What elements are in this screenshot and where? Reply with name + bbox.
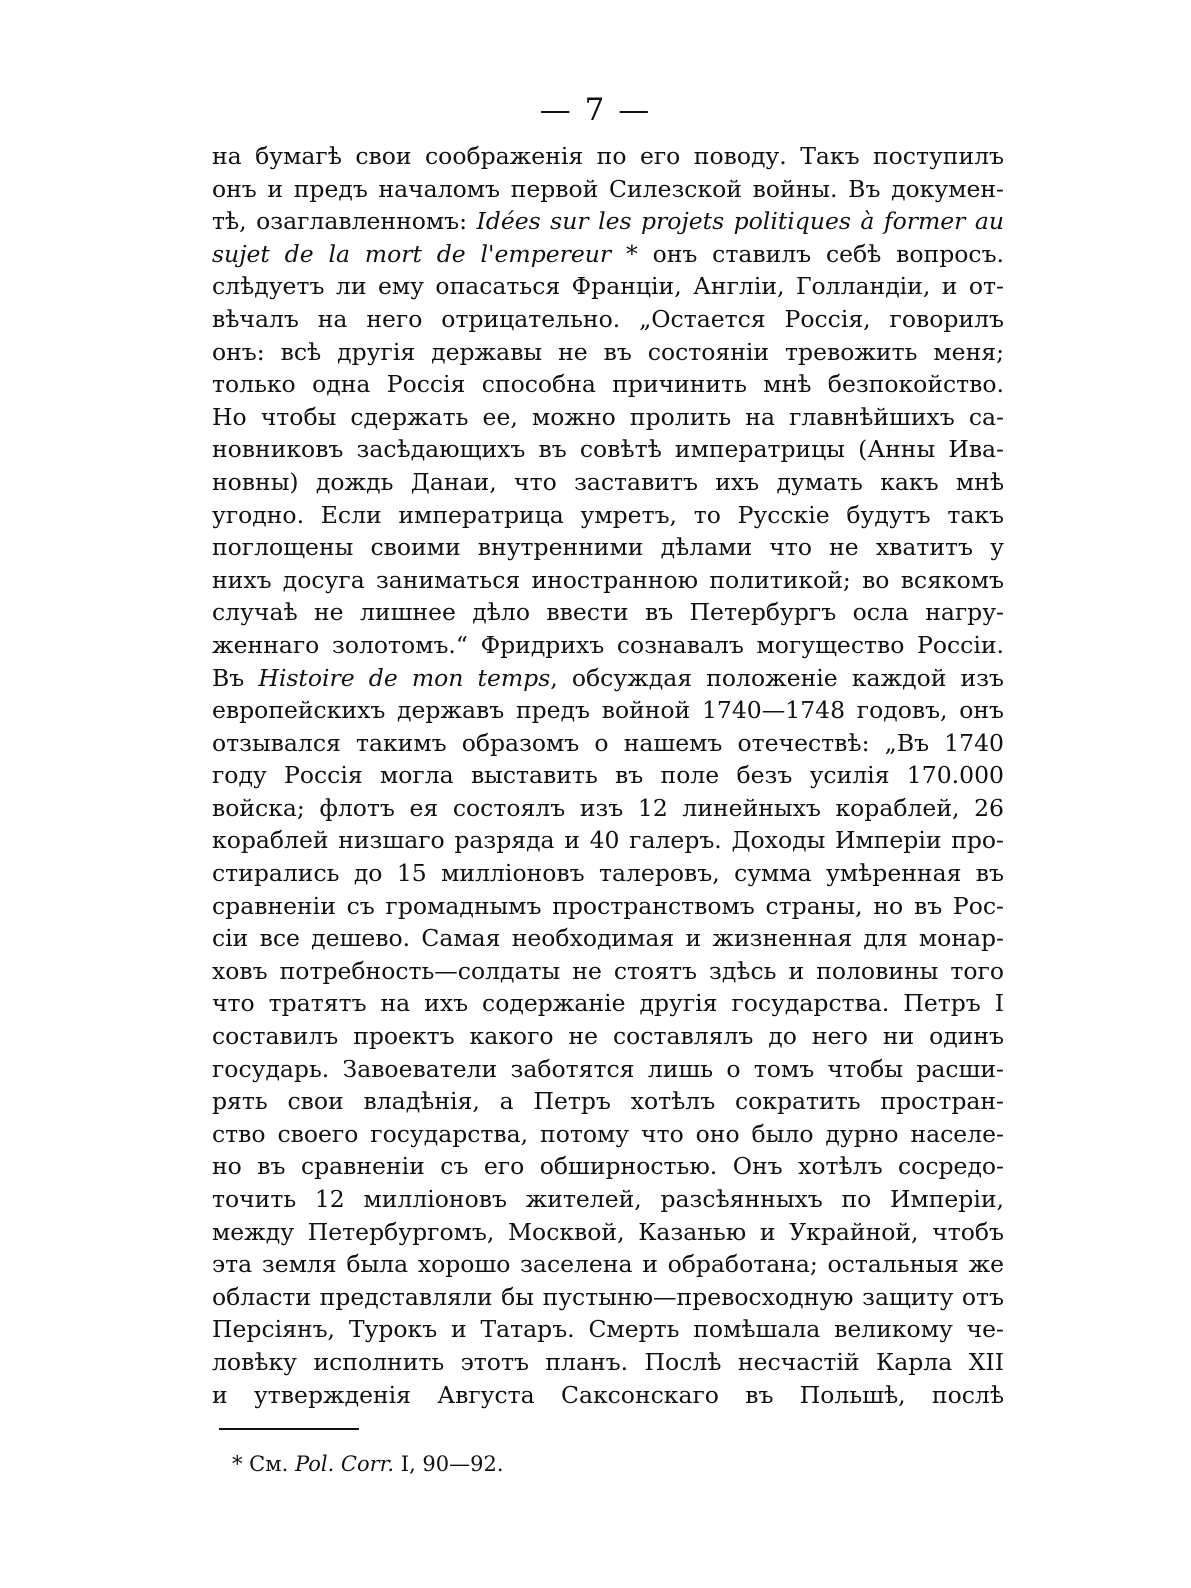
text-line (212, 564, 1004, 597)
text-line (212, 433, 1004, 466)
italic-text: Histoire de mon temps (258, 663, 551, 692)
text-span: Въ (212, 663, 259, 692)
text-line (212, 596, 1004, 629)
text-span: эта земля была хорошо заселена и обработана; остальныя же (212, 1250, 1004, 1279)
text-line (212, 205, 1004, 238)
text-line (212, 499, 1004, 532)
footnote-divider (219, 1428, 359, 1430)
text-line (212, 270, 1004, 303)
text-span: ловѣку исполнить этотъ планъ. Послѣ несчастій Карла XII (212, 1347, 1004, 1376)
text-span: государь. Завоеватели заботятся лишь о томъ чтобы расши- (212, 1054, 1004, 1083)
text-span: слѣдуетъ ли ему опасаться Франціи, Англіи, Голландіи, и от- (212, 272, 1004, 301)
footnote-text: * См. (232, 1452, 295, 1476)
text-line (212, 1150, 1004, 1183)
text-line (212, 1281, 1004, 1314)
italic-text: Idées sur les projets politiques à former au (476, 207, 1004, 236)
text-line (212, 694, 1004, 727)
text-line (212, 824, 1004, 857)
text-span: угодно. Если императрица умретъ, то Русскіе будутъ такъ (212, 500, 1004, 529)
text-span: только одна Россія способна причинить мнѣ безпокойство. (212, 370, 1004, 399)
text-line (212, 1118, 1004, 1151)
text-line (212, 303, 1004, 336)
text-span: рять свои владѣнія, а Петръ хотѣлъ сократить простран- (212, 1087, 1004, 1116)
text-span: поглощены своими внутренними дѣлами что не хватитъ у (212, 533, 1004, 562)
text-line (212, 922, 1004, 955)
text-line (212, 1248, 1004, 1281)
text-span: между Петербургомъ, Москвой, Казанью и Украйной, чтобъ (212, 1217, 1004, 1246)
text-span: * онъ ставилъ себѣ вопросъ. (611, 239, 1004, 268)
footnote-italic-text: Pol. Corr. (294, 1452, 395, 1476)
text-line (212, 1183, 1004, 1216)
text-line (212, 1085, 1004, 1118)
text-span: нихъ досуга заниматься иностранною политикой; во всякомъ (212, 565, 1004, 594)
body-text (212, 140, 1004, 1411)
text-line (212, 759, 1004, 792)
text-line (212, 238, 1004, 271)
text-line (212, 662, 1004, 695)
text-line (212, 890, 1004, 923)
text-line (212, 173, 1004, 206)
text-span: женнаго золотомъ.“ Фридрихъ сознавалъ могущество Россіи. (212, 630, 1004, 659)
text-span: войска; флотъ ея состоялъ изъ 12 линейныхъ кораблей, 26 (212, 793, 1004, 822)
text-line (212, 1053, 1004, 1086)
text-span: году Россія могла выставить въ поле безъ усилія 170.000 (212, 761, 1004, 790)
footnote (232, 1452, 504, 1476)
text-span: онъ: всѣ другія державы не въ состояніи тревожить меня; (212, 337, 1004, 366)
text-span: стирались до 15 милліоновъ талеровъ, сумма умѣренная въ (212, 859, 1004, 888)
text-line (212, 727, 1004, 760)
text-line (212, 987, 1004, 1020)
text-line (212, 792, 1004, 825)
text-line (212, 629, 1004, 662)
text-span: отзывался такимъ образомъ о нашемъ отечествѣ: „Въ 1740 (212, 728, 1004, 757)
text-line (212, 466, 1004, 499)
text-line (212, 368, 1004, 401)
text-span: сіи все дешево. Самая необходимая и жизненная для монар- (212, 924, 1004, 953)
text-span: точить 12 милліоновъ жителей, разсѣянныхъ по Имперіи, (212, 1185, 1004, 1213)
text-span: новниковъ засѣдающихъ въ совѣтѣ императрицы (Анны Ива- (212, 435, 1004, 464)
page-number: — 7 — (539, 92, 652, 128)
text-line (212, 1346, 1004, 1379)
text-line (212, 1020, 1004, 1053)
text-span: ство своего государства, потому что оно было дурно населе- (212, 1119, 1004, 1148)
text-span: европейскихъ державъ предъ войной 1740—1748 годовъ, онъ (212, 696, 1004, 725)
text-span: Персіянъ, Турокъ и Татаръ. Смерть помѣшала великому че- (212, 1315, 1004, 1344)
text-line (212, 1379, 1004, 1412)
text-span: , обсуждая положеніе каждой изъ (550, 663, 1004, 692)
text-line (212, 140, 1004, 173)
text-span: но въ сравненіи съ его обширностью. Онъ хотѣлъ сосредо- (212, 1152, 1004, 1181)
text-span: составилъ проектъ какого не составлялъ до него ни одинъ (212, 1022, 1004, 1051)
italic-text: sujet de la mort de l'empereur (212, 239, 612, 268)
text-line (212, 1313, 1004, 1346)
text-line (212, 531, 1004, 564)
text-span: онъ и предъ началомъ первой Силезской войны. Въ докумен- (212, 174, 1004, 203)
text-span: новны) дождь Данаи, что заставитъ ихъ думать какъ мнѣ (212, 467, 1004, 496)
text-span: случаѣ не лишнее дѣло ввести въ Петербургъ осла нагру- (212, 598, 1004, 627)
text-span: Но чтобы сдержать ее, можно пролить на главнѣйшихъ са- (212, 402, 1004, 431)
text-span: что тратятъ на ихъ содержаніе другія государства. Петръ I (212, 989, 1004, 1018)
text-line (212, 857, 1004, 890)
text-line (212, 336, 1004, 369)
text-span: и утвержденія Августа Саксонскаго въ Польшѣ, послѣ (212, 1380, 1004, 1409)
text-span: вѣчалъ на него отрицательно. „Остается Россія, говорилъ (212, 304, 1004, 333)
text-line (212, 1216, 1004, 1249)
text-span: кораблей низшаго разряда и 40 галеръ. Доходы Имперіи про- (212, 826, 1004, 855)
text-span: сравненіи съ громаднымъ пространствомъ страны, но въ Рос- (212, 891, 1004, 920)
text-span: области представляли бы пустыню—превосходную защиту отъ (212, 1282, 1004, 1311)
text-span: на бумагѣ свои соображенія по его поводу. Такъ поступилъ (212, 142, 1004, 170)
text-line (212, 955, 1004, 988)
footnote-text: I, 90—92. (394, 1452, 504, 1476)
text-line (212, 401, 1004, 434)
text-span: ховъ потребность—солдаты не стоятъ здѣсь и половины того (212, 956, 1004, 985)
text-span: тѣ, озаглавленномъ: (212, 207, 477, 236)
